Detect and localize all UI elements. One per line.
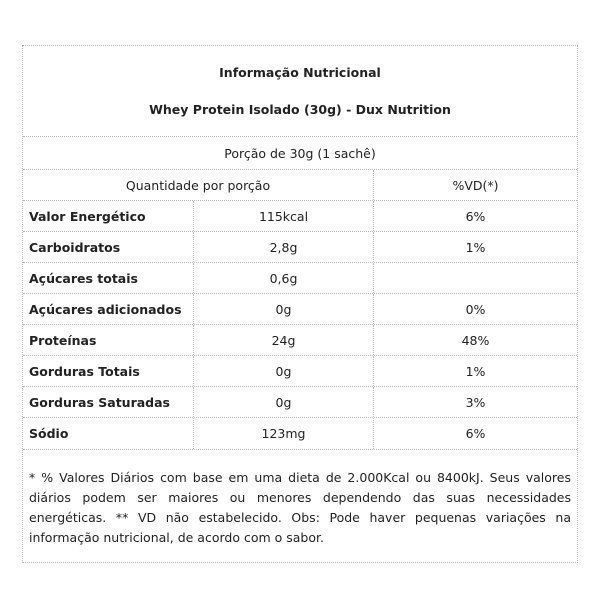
nutrient-amount: 0,6g	[194, 263, 374, 293]
header-quantity: Quantidade por porção	[23, 170, 374, 200]
nutrient-amount: 123mg	[194, 418, 374, 449]
nutrient-amount: 24g	[194, 325, 374, 355]
nutrient-vd: 6%	[465, 426, 486, 441]
table-title-block	[23, 46, 577, 137]
nutrient-vd: 3%	[465, 394, 486, 410]
table-row	[23, 356, 577, 387]
table-row	[23, 263, 577, 294]
nutrient-name: Açúcares totais	[23, 263, 194, 293]
header-row	[23, 170, 577, 201]
nutrient-name: Gorduras Saturadas	[23, 387, 194, 417]
table-row	[23, 325, 577, 356]
table-row	[23, 418, 577, 450]
nutrient-name: Proteínas	[23, 325, 194, 355]
table-row	[23, 232, 577, 263]
nutrient-amount: 0g	[194, 387, 374, 417]
nutrient-amount: 0g	[194, 356, 374, 386]
header-vd: %VD(*)	[452, 177, 499, 193]
nutrient-vd	[374, 263, 577, 293]
nutrient-name: Valor Energético	[23, 201, 194, 231]
portion-row: Porção de 30g (1 sachê)	[23, 137, 577, 170]
nutrient-vd: 1%	[465, 239, 486, 255]
nutrient-vd: 48%	[461, 332, 490, 348]
table-title: Informação Nutricional	[219, 65, 381, 80]
footnote: * % Valores Diários com base em uma dieta de 2.000Kcal ou 8400kJ. Seus valores diários podem ser maiores ou menores dependendo das suas necessidades energéticas. ** VD não estabelecido. Obs: Pode haver pequenas variações na informação nutricional, de acordo com o sabor.	[29, 470, 571, 545]
nutrient-name: Açúcares adicionados	[23, 294, 194, 324]
nutrient-vd: 1%	[465, 363, 486, 379]
table-subtitle: Whey Protein Isolado (30g) - Dux Nutrition	[149, 102, 451, 117]
nutrient-name: Carboidratos	[23, 232, 194, 262]
nutrient-amount: 2,8g	[194, 232, 374, 262]
nutrient-vd: 0%	[465, 301, 486, 317]
table-row	[23, 201, 577, 232]
nutrient-vd: 6%	[465, 208, 486, 224]
nutrient-name: Gorduras Totais	[23, 356, 194, 386]
nutrition-table	[22, 45, 578, 563]
table-row	[23, 387, 577, 418]
nutrient-amount: 0g	[194, 294, 374, 324]
table-row	[23, 294, 577, 325]
nutrient-name: Sódio	[23, 418, 194, 449]
nutrient-amount: 115kcal	[194, 201, 374, 231]
